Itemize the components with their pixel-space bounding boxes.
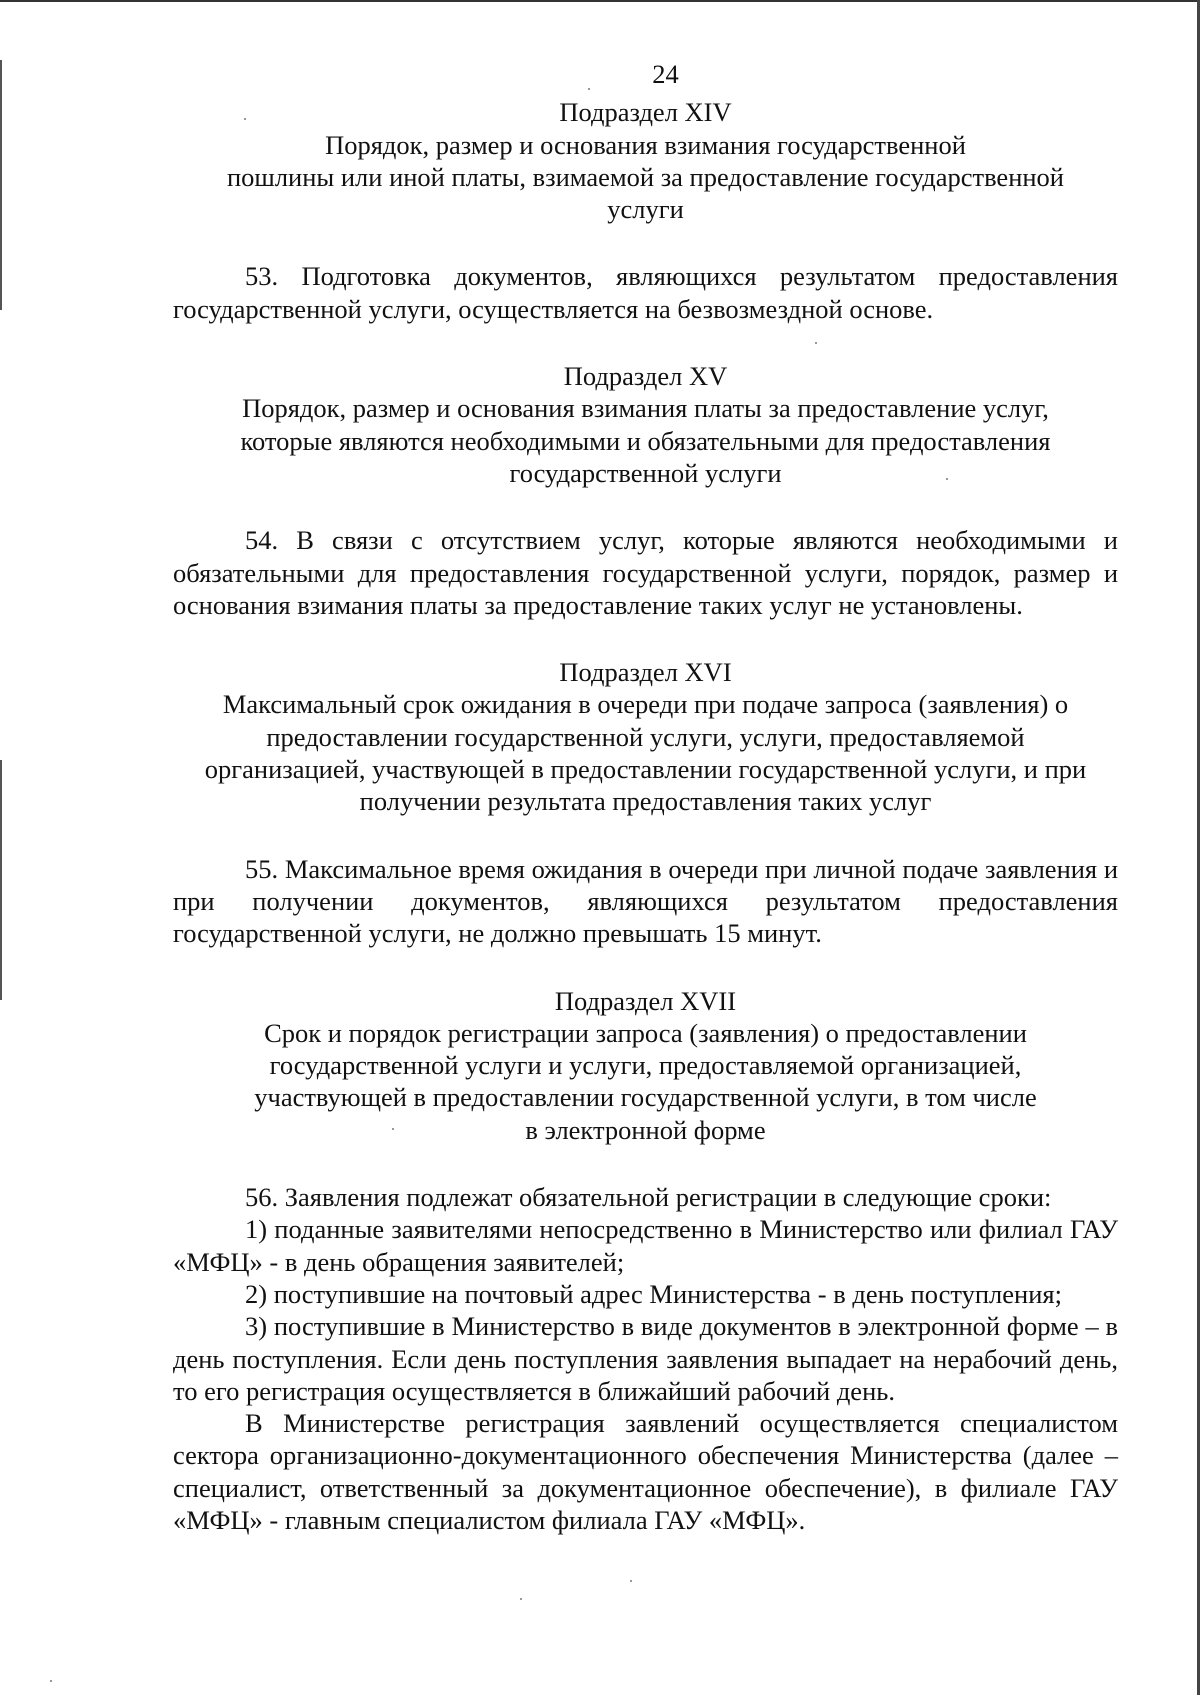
section-heading-line: государственной услуги [509, 457, 782, 488]
section-heading-line: Порядок, размер и основания взимания платы за предоставление услуг, [242, 393, 1049, 424]
section-heading-line: пошлины или иной платы, взимаемой за предоставление государственной [227, 161, 1064, 192]
section-heading [173, 985, 1118, 1146]
section-heading-line: участвующей в предоставлении государственной услуги, в том числе [254, 1082, 1037, 1113]
paragraph-56-item-3: 3) поступившие в Министерство в виде документов в электронной форме – в день поступления. Если день поступления заявления выпадает на нерабочий день, то его регистрация осуществляется в ближайший рабочий день. [173, 1311, 1118, 1406]
paragraph-55: 55. Максимальное время ожидания в очереди при личной подаче заявления и при получении документов, являющихся результатом предоставления государственной услуги, не должно превышать 15 минут. [173, 853, 1118, 949]
section-title: Подраздел XVI [559, 657, 732, 688]
section-heading-line: организацией, участвующей в предоставлении государственной услуги, и при [204, 754, 1087, 785]
paragraph-56-item-1: 1) поданные заявителями непосредственно в Министерство или филиал ГАУ «МФЦ» - в день обращения заявителей; [173, 1214, 1118, 1277]
paragraph-54: 54. В связи с отсутствием услуг, которые являются необходимыми и обязательными для предоставления государственной услуги, порядок, размер и основания взимания платы за предоставление таких услуг не установлены. [173, 525, 1118, 620]
document-body [173, 58, 1118, 1536]
scan-edge-top [0, 0, 1200, 2]
paragraph-56-item-2: 2) поступившие на почтовый адрес Министерства - в день поступления; [245, 1278, 1062, 1309]
section-heading-line: получении результата предоставления таких услуг [359, 786, 932, 817]
page-number: 24 [652, 59, 679, 89]
section-title: Подраздел XV [563, 361, 728, 392]
section-heading-line: государственной услуги и услуги, предоставляемой организацией, [269, 1050, 1022, 1081]
section-heading-line: Срок и порядок регистрации запроса (заявления) о предоставлении [264, 1017, 1027, 1048]
section-heading-line: которые являются необходимыми и обязательными для предоставления [240, 425, 1051, 456]
section-heading-line: предоставлении государственной услуги, услуги, предоставляемой [266, 721, 1025, 752]
section-heading-line: услуги [607, 194, 684, 225]
section-heading-line: Порядок, размер и основания взимания государственной [325, 129, 966, 160]
scan-speck [520, 1598, 522, 1600]
section-heading-line: в электронной форме [525, 1114, 766, 1145]
section-heading-line: Максимальный срок ожидания в очереди при подаче запроса (заявления) о [222, 689, 1069, 720]
section-heading [173, 360, 1118, 489]
scan-edge-left [0, 60, 2, 310]
section-heading [173, 96, 1118, 225]
section-heading [173, 656, 1118, 817]
paragraph-registration-responsible: В Министерстве регистрация заявлений осуществляется специалистом сектора организационно-документационного обеспечения Министерства (далее – специалист, ответственный за документационное обеспечение), в филиале ГАУ «МФЦ» - главным специалистом филиала ГАУ «МФЦ». [173, 1408, 1118, 1535]
section-title: Подраздел XVII [554, 985, 737, 1016]
paragraph-56: 56. Заявления подлежат обязательной регистрации в следующие сроки: [245, 1182, 1052, 1213]
scan-speck [50, 1680, 52, 1682]
section-title: Подраздел XIV [559, 97, 732, 128]
scan-speck [630, 1580, 632, 1582]
paragraph-53: 53. Подготовка документов, являющихся результатом предоставления государственной услуги, осуществляется на безвозмездной основе. [173, 261, 1118, 324]
scan-edge-left [0, 760, 2, 1000]
